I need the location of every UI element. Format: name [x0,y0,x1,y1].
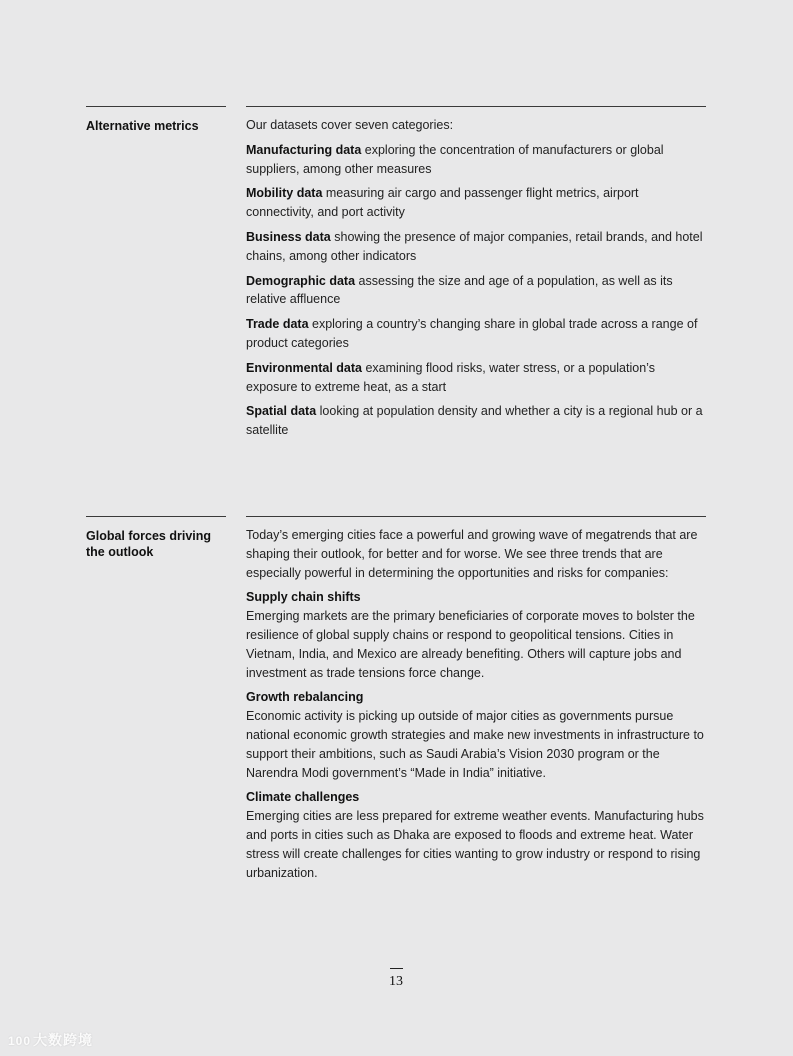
section2-heading: Global forces driving the outlook [86,529,212,559]
section1-label-rule [86,106,226,107]
category-text: examining flood risks, water stress, or a population’s exposure to extreme heat, as a start [246,360,655,394]
category-item [246,141,708,179]
section1-intro: Our datasets cover seven categories: [246,118,454,132]
trend-text: Economic activity is picking up outside of major cities as governments pursue national economic growth strategies and make new investments in infrastructure to support their ambitions, such as Saudi Arabia’s Vision 2030 program or the Narendra Modi government’s “Made in India” initiative. [246,709,704,780]
trend-title: Supply chain shifts [246,590,361,605]
category-text: exploring a country’s changing share in global trade across a range of product categories [246,317,698,350]
category-title: Manufacturing data [246,142,362,157]
category-item [246,359,708,397]
category-item [246,184,708,222]
trend-block [246,588,708,682]
section2-content [246,526,708,888]
category-item [246,315,708,353]
category-title: Demographic data [246,273,356,288]
page-number: 13 [389,974,403,989]
section2-label-rule [86,516,226,517]
section1-content-rule [246,106,706,107]
category-item [246,402,708,440]
category-title: Mobility data [246,186,323,201]
category-title: Environmental data [246,360,362,375]
trend-title: Growth rebalancing [246,690,364,705]
category-title: Business data [246,229,331,244]
watermark-text: 大数跨境 [33,1032,94,1048]
category-item [246,272,708,310]
page-number-rule [390,968,403,969]
category-text: looking at population density and whether a city is a regional hub or a satellite [246,404,703,438]
trend-block [246,788,708,882]
trend-block [246,688,708,782]
section1-heading: Alternative metrics [86,119,199,133]
category-text: showing the presence of major companies, retail brands, and hotel chains, among other indicators [246,229,703,263]
category-text: exploring the concentration of manufacturers or global suppliers, among other measures [246,142,664,176]
category-text: measuring air cargo and passenger flight metrics, airport connectivity, and port activity [246,186,639,220]
category-title: Trade data [246,317,309,332]
trend-text: Emerging markets are the primary beneficiaries of corporate moves to bolster the resilience of global supply chains or respond to geopolitical tensions. Cities in Vietnam, India, and Mexico are already benefiting. Others will capture jobs and investment as trade tensions force change. [246,609,695,680]
trend-text: Emerging cities are less prepared for extreme weather events. Manufacturing hubs and ports in cities such as Dhaka are exposed to floods and extreme heat. Water stress will create challenges for cities wanting to grow industry or respond to rising urbanization. [246,809,704,880]
category-text: assessing the size and age of a population, as well as its relative affluence [246,273,673,307]
category-item [246,228,708,266]
trend-title: Climate challenges [246,790,360,805]
watermark-logo-icon: 100 [8,1034,32,1048]
section2-intro: Today’s emerging cities face a powerful and growing wave of megatrends that are shaping their outlook, for better and for worse. We see three trends that are especially powerful in determining the opportunities and risks for companies: [246,528,698,580]
section1-content [246,116,708,446]
category-title: Spatial data [246,404,317,419]
watermark [8,1030,93,1050]
section2-content-rule [246,516,706,517]
